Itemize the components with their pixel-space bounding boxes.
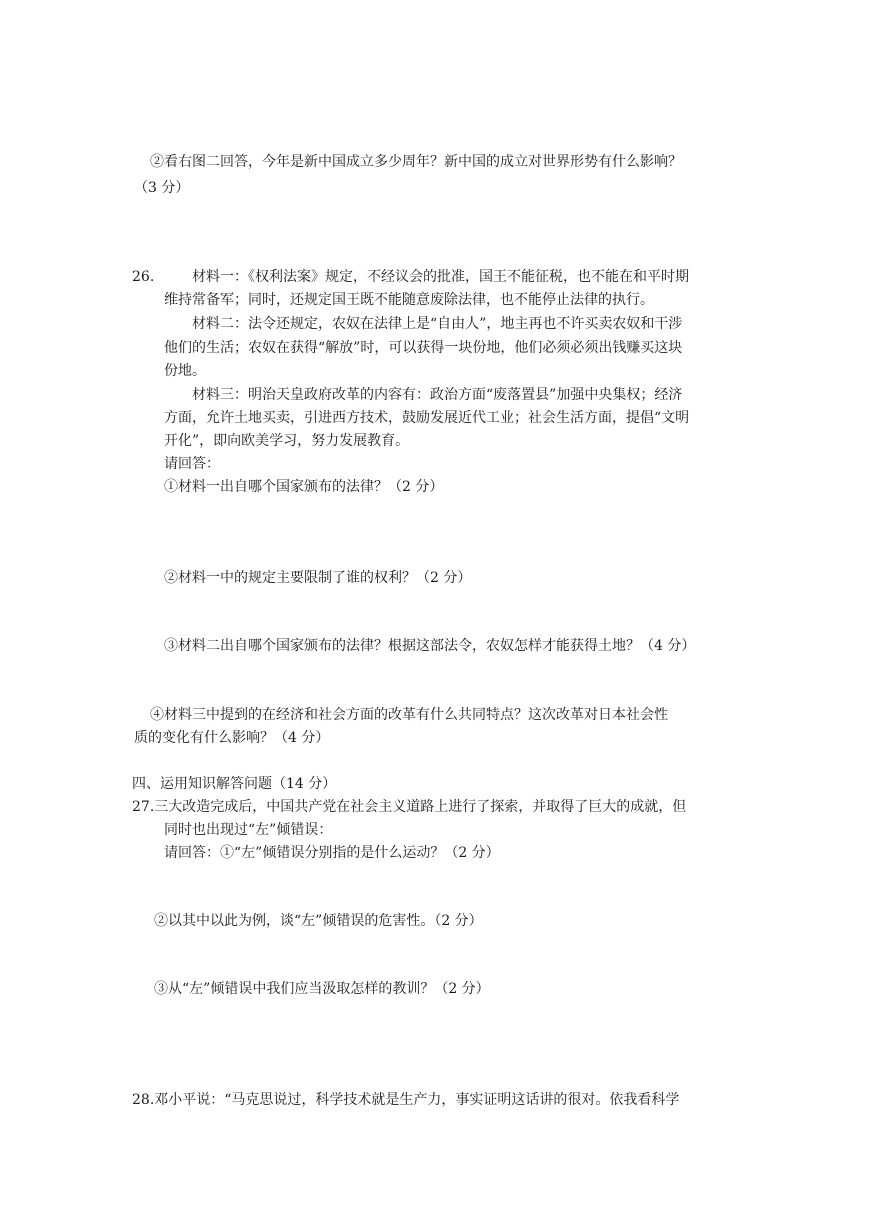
q27-question2: ②以其中以此为例，谈“左”倾错误的危害性。（2 分）: [154, 913, 483, 929]
q27-line1: 27.三大改造完成后，中国共产党在社会主义道路上进行了探索，并取得了巨大的成就，但: [132, 799, 687, 815]
q26-material3-line1: 材料三：明治天皇政府改革的内容有：政治方面“废落置县”加强中央集权；经济: [192, 387, 683, 403]
q26-material2-line2: 他们的生活；农奴在获得“解放”时，可以获得一块份地，他们必须必须出钱赚买这块: [164, 340, 683, 356]
q26-question1: ①材料一出自哪个国家颁布的法律？（2 分）: [164, 479, 444, 495]
q27-line2: 同时也出现过“左”倾错误：: [164, 822, 333, 838]
q26-material3-line2: 方面，允许土地买卖，引进西方技术，鼓励发展近代工业；社会生活方面，提倡“文明: [164, 410, 690, 426]
q26-material2-line1: 材料二：法令还规定，农奴在法律上是“自由人”，地主再也不许买卖农奴和干涉: [192, 316, 683, 332]
q26-material1-line1: 材料一：《权利法案》规定，不经议会的批准，国王不能征税，也不能在和平时期: [192, 269, 689, 285]
q27-question1: 请回答：①“左”倾错误分别指的是什么运动？（2 分）: [164, 845, 500, 861]
q26-material3-line3: 开化”，即向欧美学习，努力发展教育。: [164, 433, 410, 449]
q25-part2-line1: ②看右图二回答，今年是新中国成立多少周年？新中国的成立对世界形势有什么影响？: [150, 154, 682, 170]
q26-question2: ②材料一中的规定主要限制了谁的权利？（2 分）: [164, 570, 472, 586]
q25-part2-line2: （3 分）: [134, 180, 190, 196]
q26-question3: ③材料二出自哪个国家颁布的法律？根据这部法令，农奴怎样才能获得土地？（4 分）: [164, 638, 696, 654]
q26-question4-line1: ④材料三中提到的在经济和社会方面的改革有什么共同特点？这次改革对日本社会性: [150, 707, 668, 723]
q26-question4-line2: 质的变化有什么影响？（4 分）: [134, 730, 330, 746]
q26-material1-line2: 维持常备军；同时，还规定国王既不能随意废除法律，也不能停止法律的执行。: [164, 292, 654, 308]
section4-heading: 四、运用知识解答问题（14 分）: [132, 776, 337, 792]
q27-question3: ③从“左”倾错误中我们应当汲取怎样的教训？（2 分）: [154, 981, 490, 997]
q26-number: 26.: [132, 269, 155, 285]
q28-line1: 28.邓小平说：“马克思说过，科学技术就是生产力，事实证明这话讲的很对。依我看科学: [132, 1092, 680, 1108]
q26-prompt: 请回答：: [164, 456, 220, 472]
q26-material2-line3: 份地。: [164, 363, 206, 379]
